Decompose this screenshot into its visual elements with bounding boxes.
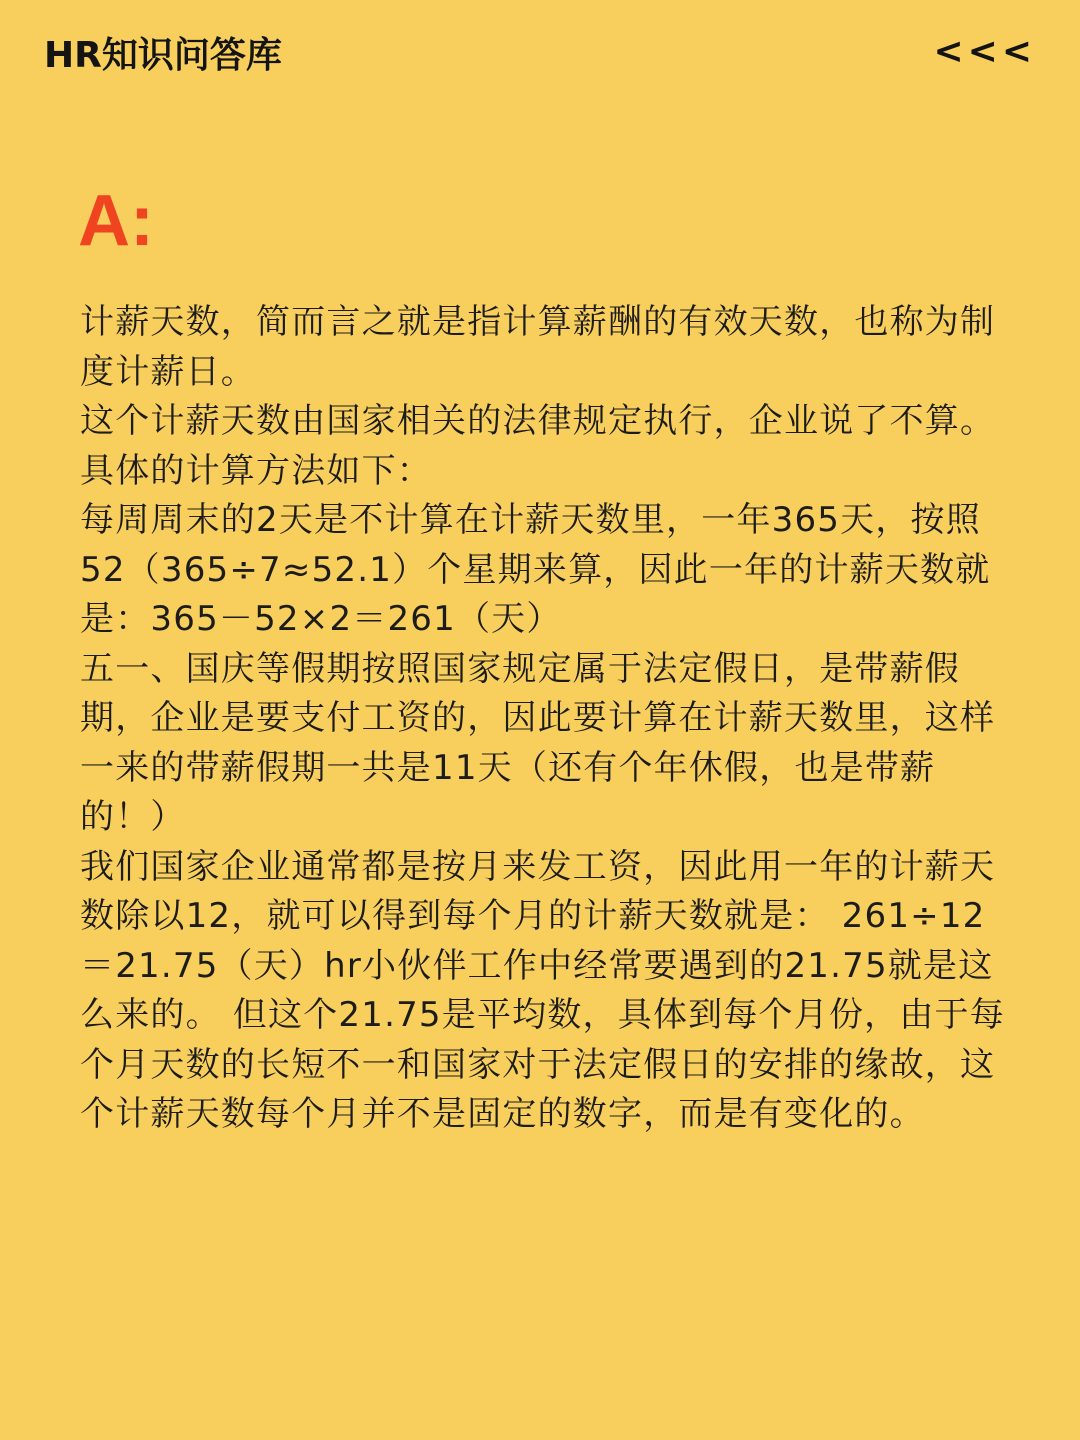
- paragraph-definition: 计薪天数，简而言之就是指计算薪酬的有效天数，也称为制度计薪日。: [80, 302, 996, 392]
- page-title: HR知识问答库: [44, 35, 282, 76]
- paragraph-paid-holidays: 五一、国庆等假期按照国家规定属于法定假日，是带薪假期，企业是要支付工资的，因此要计算在计薪天数里，这样一来的带薪假期一共是11天（还有个年休假，也是带薪的！）: [80, 648, 996, 837]
- back-arrows-icon[interactable]: <<<: [933, 31, 1036, 72]
- paragraph-legal-basis: 这个计薪天数由国家相关的法律规定执行，企业说了不算。具体的计算方法如下：: [80, 401, 996, 491]
- paragraph-weekend-calc: 每周周末的2天是不计算在计薪天数里，一年365天，按照52（365÷7≈52.1）个星期来算，因此一年的计薪天数就是：365－52×2＝261（天）: [80, 500, 991, 639]
- answer-label: A:: [78, 181, 154, 261]
- answer-body: [80, 298, 1020, 1140]
- paragraph-monthly-calc: 我们国家企业通常都是按月来发工资，因此用一年的计薪天数除以12，就可以得到每个月的计薪天数就是： 261÷12＝21.75（天）hr小伙伴工作中经常要遇到的21.75就是这么来的。 但这个21.75是平均数，具体到每个月份，由于每个月天数的长短不一和国家对于法定假日的安排的缘故，这个计薪天数每个月并不是固定的数字，而是有变化的。: [80, 846, 1005, 1134]
